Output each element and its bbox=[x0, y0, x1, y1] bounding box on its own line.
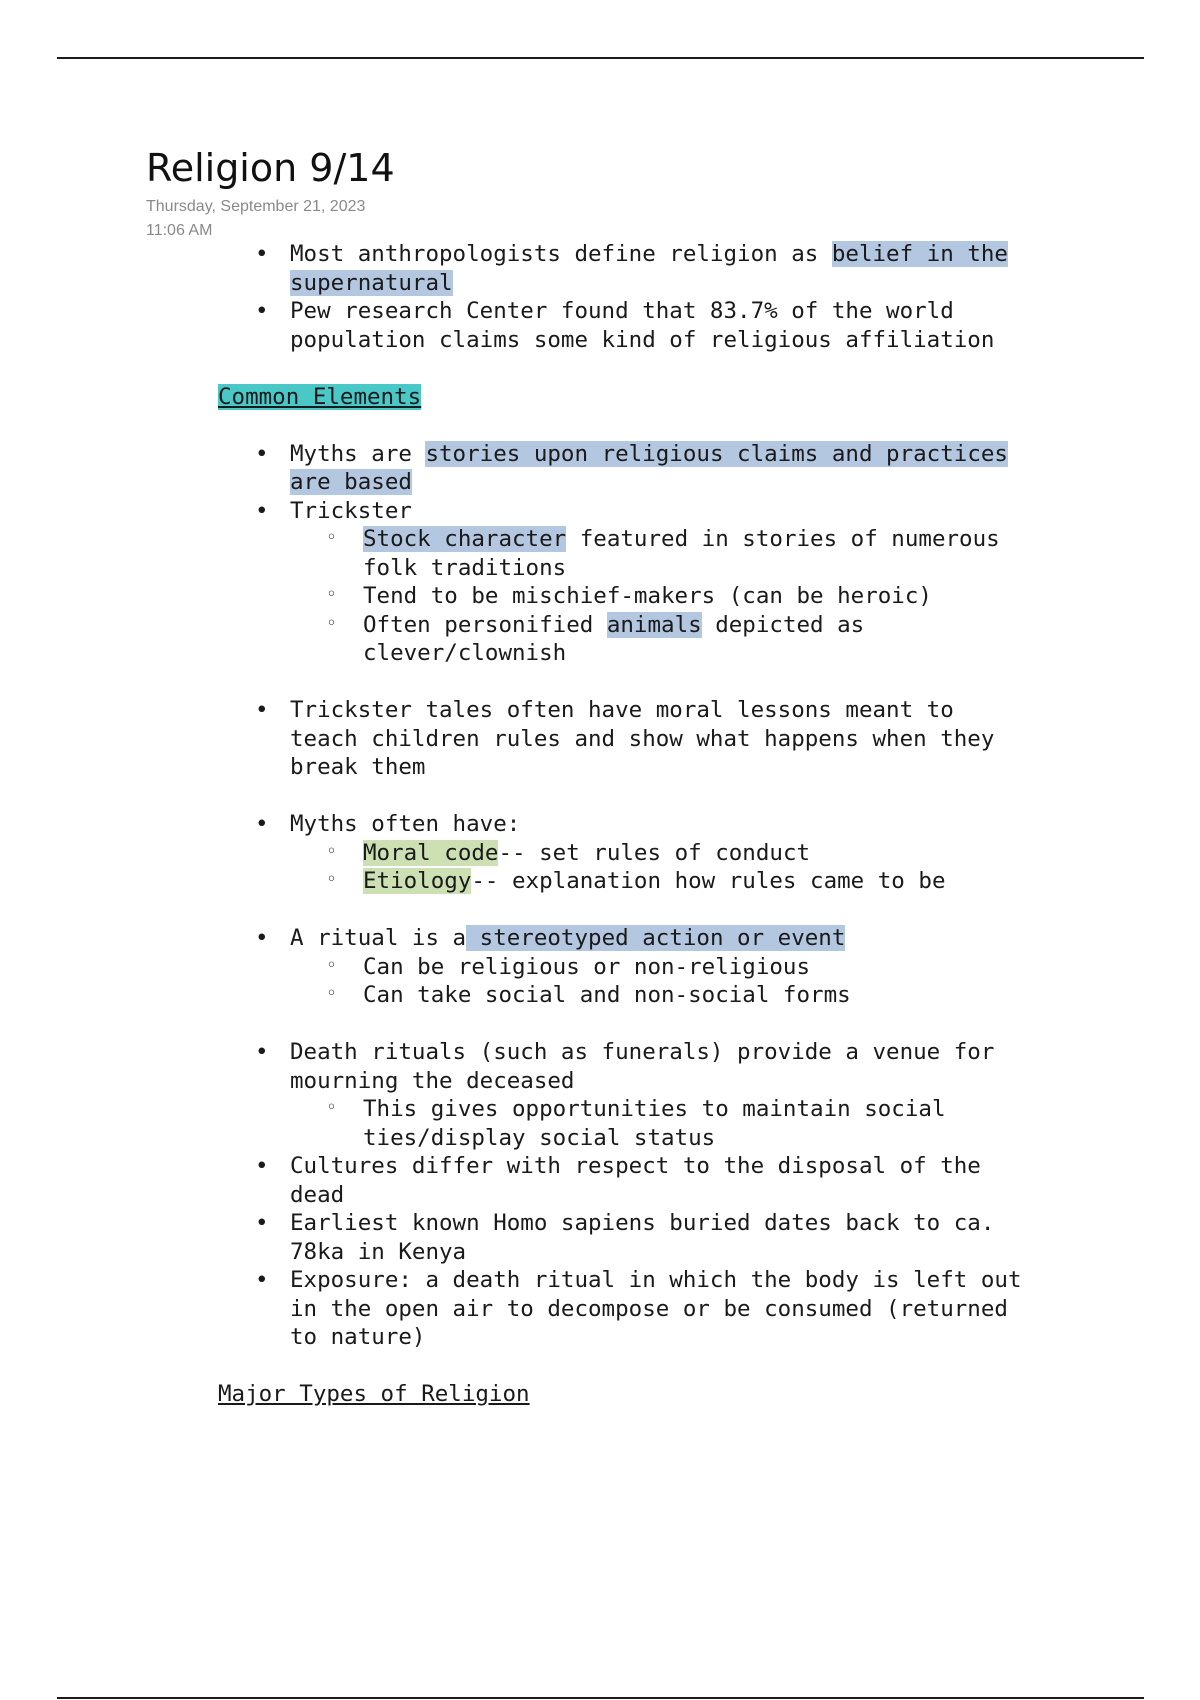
section-heading-major-types bbox=[218, 1380, 1200, 1409]
sub-bullet-icon: ◦ bbox=[326, 869, 337, 890]
highlight: Stock character bbox=[363, 526, 567, 552]
text: break them bbox=[290, 754, 426, 780]
list-item-earliest bbox=[255, 1209, 1200, 1266]
page-time: 11:06 AM bbox=[146, 222, 213, 239]
text: population claims some kind of religious affiliation bbox=[290, 326, 995, 353]
sub-bullet-icon: ◦ bbox=[326, 954, 337, 976]
text: folk traditions bbox=[363, 554, 567, 581]
sub-bullet-icon: ◦ bbox=[326, 840, 337, 862]
bullet-icon: • bbox=[255, 497, 269, 524]
bottom-rule bbox=[57, 1697, 1144, 1699]
bullet-icon: • bbox=[255, 1267, 269, 1293]
text: 78ka in Kenya bbox=[290, 1238, 467, 1265]
page-meta bbox=[146, 195, 365, 243]
sub-item-mischief bbox=[326, 582, 1200, 611]
bullet-icon: • bbox=[255, 925, 269, 951]
text: Death rituals (such as funerals) provide a venue for bbox=[290, 1039, 995, 1065]
sub-item-social-ties bbox=[326, 1095, 1200, 1152]
text: in the open air to decompose or be consumed (returned bbox=[290, 1295, 1008, 1322]
text: This gives opportunities to maintain social bbox=[363, 1096, 946, 1122]
list-item-myths bbox=[255, 440, 1200, 497]
list-item-definition bbox=[255, 240, 1200, 297]
sub-bullet-icon: ◦ bbox=[326, 983, 337, 1004]
list-item-pew bbox=[255, 297, 1200, 354]
list-item-trickster bbox=[255, 497, 1200, 526]
sub-item-animals bbox=[326, 611, 1200, 668]
text: -- set rules of conduct bbox=[498, 839, 811, 866]
heading-text: Common Elements bbox=[218, 383, 422, 410]
text: Cultures differ with respect to the disposal of the bbox=[290, 1153, 981, 1179]
sub-item-religious bbox=[326, 953, 1200, 982]
page-title: Religion 9/14 bbox=[146, 146, 395, 190]
text: to nature) bbox=[290, 1324, 426, 1350]
bullet-icon: • bbox=[255, 241, 269, 267]
list-item-death-rituals bbox=[255, 1038, 1200, 1095]
bullet-icon: • bbox=[255, 811, 269, 837]
text: Tend to be mischief-makers (can be heroic) bbox=[363, 583, 932, 609]
sub-item-moral-code bbox=[326, 839, 1200, 868]
sub-item-etiology bbox=[326, 867, 1200, 896]
text: Exposure: a death ritual in which the body is left out bbox=[290, 1267, 1022, 1293]
text: Myths often have: bbox=[290, 811, 521, 837]
text: depicted as bbox=[701, 611, 865, 638]
list-item-trickster-tales bbox=[255, 696, 1200, 782]
highlight: stereotyped action or event bbox=[466, 925, 846, 951]
top-rule bbox=[57, 57, 1144, 59]
text: Trickster bbox=[290, 497, 412, 524]
text: Can take social and non-social forms bbox=[363, 982, 851, 1008]
text: Earliest known Homo sapiens buried dates back to ca. bbox=[290, 1210, 995, 1236]
text: mourning the deceased bbox=[290, 1067, 575, 1094]
sub-bullet-icon: ◦ bbox=[326, 527, 337, 548]
note-body bbox=[0, 240, 1200, 1409]
bullet-icon: • bbox=[255, 440, 269, 467]
highlight: supernatural bbox=[290, 269, 453, 296]
text: Often personified bbox=[363, 611, 607, 638]
text: dead bbox=[290, 1181, 345, 1208]
sub-bullet-icon: ◦ bbox=[326, 584, 337, 605]
sub-bullet-icon: ◦ bbox=[326, 1097, 337, 1118]
heading-text: Major Types of Religion bbox=[218, 1381, 530, 1407]
highlight: stories upon religious claims and practices bbox=[425, 440, 1008, 467]
highlight: animals bbox=[606, 611, 702, 638]
bullet-icon: • bbox=[255, 1039, 269, 1065]
text: -- explanation how rules came to be bbox=[471, 868, 946, 894]
bullet-icon: • bbox=[255, 1153, 269, 1179]
bullet-icon: • bbox=[255, 298, 269, 324]
text: teach children rules and show what happens when they bbox=[290, 725, 995, 752]
list-item-myths-often bbox=[255, 810, 1200, 839]
page-date: Thursday, September 21, 2023 bbox=[146, 198, 366, 215]
text: Pew research Center found that 83.7% of the world bbox=[290, 298, 954, 324]
sub-item-stock-character bbox=[326, 525, 1200, 582]
highlight: belief in the bbox=[831, 241, 1008, 267]
bullet-icon: • bbox=[255, 697, 269, 723]
text: Trickster tales often have moral lessons meant to bbox=[290, 697, 954, 723]
text: Can be religious or non-religious bbox=[363, 953, 811, 980]
list-item-cultures bbox=[255, 1152, 1200, 1209]
text: featured in stories of numerous bbox=[566, 526, 1000, 552]
bullet-icon: • bbox=[255, 1210, 269, 1236]
sub-item-social-forms bbox=[326, 981, 1200, 1010]
sub-bullet-icon: ◦ bbox=[326, 612, 337, 634]
text: Most anthropologists define religion as bbox=[290, 241, 832, 267]
text: clever/clownish bbox=[363, 640, 567, 666]
text: ties/display social status bbox=[363, 1124, 716, 1151]
highlight: are based bbox=[290, 469, 412, 495]
section-heading-common-elements bbox=[218, 383, 1200, 412]
highlight: Etiology bbox=[363, 868, 472, 894]
list-item-exposure bbox=[255, 1266, 1200, 1352]
text: A ritual is a bbox=[290, 925, 467, 951]
list-item-ritual bbox=[255, 924, 1200, 953]
highlight: Moral code bbox=[363, 839, 499, 866]
text: Myths are bbox=[290, 440, 426, 467]
